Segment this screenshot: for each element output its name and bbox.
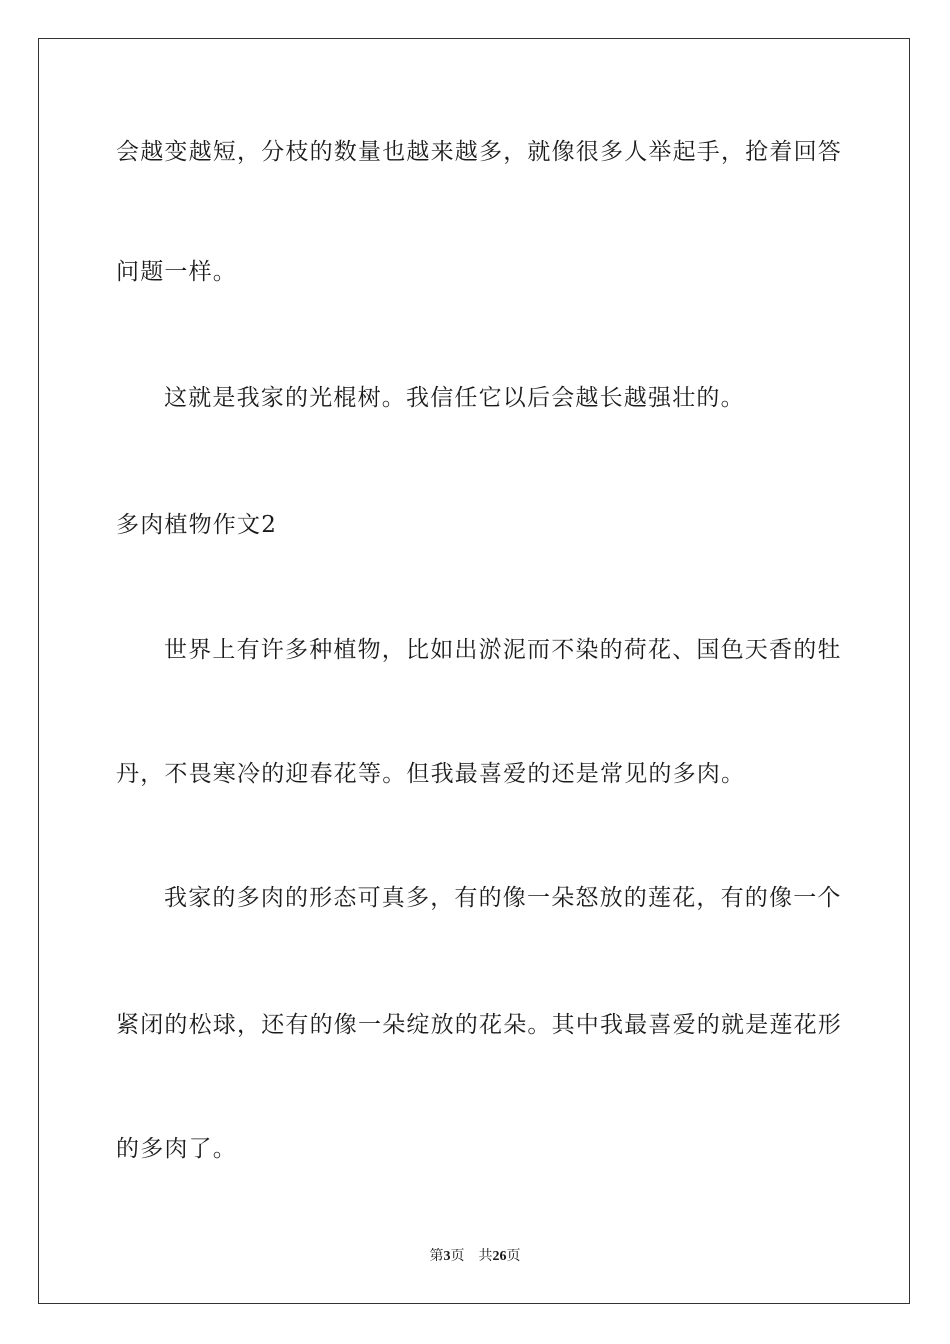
text-line-9: 的多肉了。 bbox=[116, 1136, 237, 1162]
text-line-3: 这就是我家的光棍树。我信任它以后会越长越强壮的。 bbox=[164, 385, 745, 411]
text-line-2: 问题一样。 bbox=[116, 259, 237, 285]
page-footer bbox=[0, 1247, 950, 1266]
text-line-6: 丹，不畏寒冷的迎春花等。但我最喜爱的还是常见的多肉。 bbox=[116, 761, 746, 787]
footer-total-suffix: 页 bbox=[506, 1248, 521, 1264]
footer-total-pages: 26 bbox=[492, 1249, 507, 1264]
text-line-1: 会越变越短，分枝的数量也越来越多，就像很多人举起手，抢着回答 bbox=[116, 139, 842, 165]
footer-page-suffix: 页 bbox=[450, 1248, 465, 1264]
text-line-5: 世界上有许多种植物，比如出淤泥而不染的荷花、国色天香的牡 bbox=[164, 637, 842, 663]
text-line-8: 紧闭的松球，还有的像一朵绽放的花朵。其中我最喜爱的就是莲花形 bbox=[116, 1012, 842, 1038]
footer-total-prefix: 共 bbox=[478, 1248, 493, 1264]
footer-page-prefix: 第 bbox=[429, 1248, 444, 1264]
text-line-7: 我家的多肉的形态可真多，有的像一朵怒放的莲花，有的像一个 bbox=[164, 885, 842, 911]
page-frame bbox=[38, 38, 910, 1304]
section-heading: 多肉植物作文2 bbox=[116, 512, 278, 538]
footer-page-number: 3 bbox=[443, 1249, 451, 1264]
